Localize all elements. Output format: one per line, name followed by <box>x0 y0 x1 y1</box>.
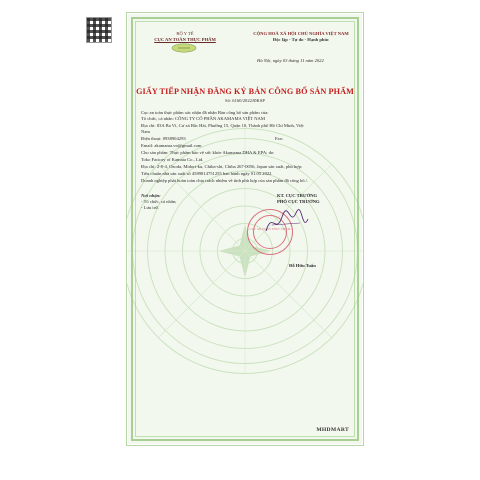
signature <box>262 205 310 239</box>
signer-role-2: PHÓ CỤC TRƯỞNG <box>277 199 320 204</box>
watermark-text: MHDMART <box>316 427 349 433</box>
standard: Tiêu chuẩn nhà sản xuất số 4589814751255 ban hành ngày 01.05.2022 <box>141 171 272 176</box>
address-cont: Nam <box>141 129 150 134</box>
stamp-text: CỤC AN TOÀN THỰC PHẨM <box>249 227 291 231</box>
manufacturer: Toko Factory of Kamata Co., Ltd. <box>141 157 204 162</box>
qr-code <box>86 17 112 43</box>
ministry-name: BỘ Y TẾ <box>176 31 194 36</box>
email: Email: akamama.vn@gmail.com <box>141 143 202 148</box>
issuer-header <box>149 31 221 42</box>
intro-text: Cục an toàn thực phẩm xác nhận đã nhận Bản công bố sản phẩm của: <box>141 110 269 115</box>
document-title: GIẤY TIẾP NHẬN ĐĂNG KÝ BẢN CÔNG BỐ SẢN PHẨM <box>136 87 354 96</box>
certificate-document <box>126 12 364 446</box>
recipients-label: Nơi nhận: <box>141 193 161 198</box>
agency-logo <box>169 43 199 53</box>
signer-name: Đỗ Hữu Tuấn <box>289 263 316 268</box>
phone: Điện thoại: 0938904293 <box>141 136 186 141</box>
country-name: CỘNG HOÀ XÃ HỘI CHỦ NGHĨA VIỆT NAM <box>253 31 349 36</box>
recipient-2: - Lưu trữ. <box>141 205 159 210</box>
manufacturer-address: Địa chỉ: 2-8-4, Ozoda, Midori-ku, Chiba-shi, Chiba 267-0056, Japan sản xuất, phù hợp: <box>141 164 303 169</box>
place-date: Hà Nội, ngày 03 tháng 11 năm 2022 <box>257 58 324 63</box>
address: Địa chỉ: 83A Ba Vì, Cư xá Bắc Hải, Phường 15, Quận 10, Thành phố Hồ Chí Minh, Việt <box>141 123 304 128</box>
organization: Tổ chức, cá nhân: CÔNG TY CỔ PHẦN AKAMAMA VIỆT NAM <box>141 116 265 121</box>
country-header <box>245 31 357 43</box>
commitment: Doanh nghiệp phải hoàn toàn chịu trách nhiệm về tính phù hợp của sản phẩm đã công bố./. <box>141 178 309 183</box>
motto: Độc lập - Tự do - Hạnh phúc <box>272 36 330 42</box>
product: Cho sản phẩm: Thực phẩm bảo vệ sức khỏe Akamama DHA & EPA; do: <box>141 150 275 155</box>
registration-number: Số: 6160/2022/ĐKSP <box>225 98 265 103</box>
fax: Fax: <box>275 136 284 141</box>
signer-role-1: KT. CỤC TRƯỞNG <box>277 193 318 198</box>
department-name: CỤC AN TOÀN THỰC PHẨM <box>154 36 216 42</box>
recipient-1: - Tổ chức, cá nhân; <box>141 199 177 204</box>
